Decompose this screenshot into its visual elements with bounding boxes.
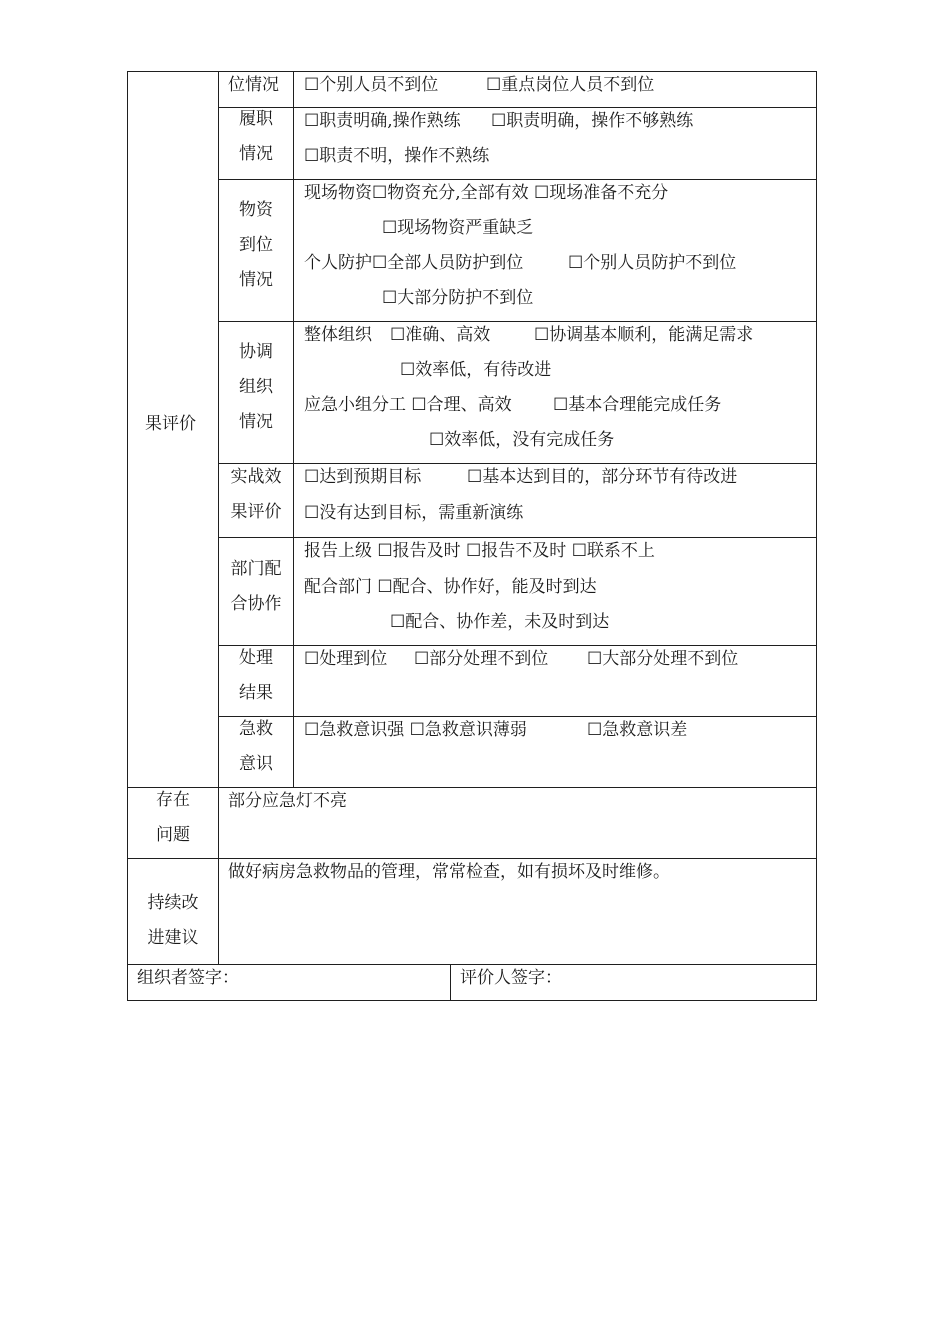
checkbox-option[interactable]: ☐急救意识差	[587, 720, 688, 740]
row-divider	[127, 858, 817, 859]
checkbox-option[interactable]: ☐基本达到目的，部分环节有待改进	[467, 467, 738, 487]
row-divider	[218, 107, 817, 108]
checkbox-option[interactable]: ☐准确、高效	[390, 325, 491, 345]
row-label: 处理 结果	[239, 648, 273, 703]
checkbox-option[interactable]: ☐职责不明，操作不熟练	[304, 146, 490, 166]
suggestions-label: 持续改 进建议	[147, 893, 199, 948]
checkbox-option[interactable]: ☐部分处理不到位	[414, 649, 549, 669]
row-divider	[218, 321, 817, 322]
checkbox-option[interactable]: ☐急救意识强 ☐急救意识薄弱	[304, 720, 527, 740]
checkbox-option[interactable]: ☐效率低，没有完成任务	[429, 430, 615, 450]
row-label: 物资 到位 情况	[239, 200, 273, 290]
row-label: 实战效 果评价	[230, 467, 282, 522]
table-right-border	[816, 71, 817, 1001]
checkbox-option[interactable]: ☐大部分防护不到位	[382, 288, 534, 308]
row-divider	[218, 537, 817, 538]
option-group-label: 整体组织	[304, 325, 372, 345]
checkbox-option[interactable]: ☐重点岗位人员不到位	[486, 75, 655, 95]
row-divider	[127, 964, 817, 965]
row-label: 位情况	[228, 75, 279, 95]
organizer-signature-label: 组织者签字：	[137, 968, 239, 988]
checkbox-option[interactable]: ☐没有达到目标，需重新演练	[304, 503, 524, 523]
row-label: 履职 情况	[239, 109, 273, 164]
checkbox-option[interactable]: ☐基本合理能完成任务	[553, 395, 722, 415]
column-divider	[293, 71, 294, 788]
checkbox-option[interactable]: ☐大部分处理不到位	[587, 649, 739, 669]
checkbox-option[interactable]: 报告上级 ☐报告及时 ☐报告不及时 ☐联系不上	[304, 541, 655, 561]
row-divider	[218, 463, 817, 464]
checkbox-option[interactable]: ☐职责明确,操作熟练	[304, 111, 461, 131]
checkbox-option[interactable]: 个人防护☐全部人员防护到位	[304, 253, 524, 273]
checkbox-option[interactable]: ☐协调基本顺利，能满足需求	[534, 325, 754, 345]
row-divider	[218, 645, 817, 646]
checkbox-option[interactable]: ☐职责明确，操作不够熟练	[491, 111, 694, 131]
row-label: 部门配 合协作	[230, 559, 282, 614]
row-divider	[127, 787, 817, 788]
row-label: 协调 组织 情况	[239, 342, 273, 432]
checkbox-option[interactable]: ☐个别人员不到位	[304, 75, 439, 95]
row-label: 急救 意识	[239, 719, 273, 774]
section-label: 果评价	[145, 414, 196, 434]
checkbox-option[interactable]: ☐达到预期目标	[304, 467, 422, 487]
checkbox-option[interactable]: 配合部门 ☐配合、协作好，能及时到达	[304, 577, 597, 597]
issues-label: 存在 问题	[156, 790, 190, 845]
checkbox-option[interactable]: 应急小组分工 ☐合理、高效	[304, 395, 512, 415]
checkbox-option[interactable]: ☐个别人员防护不到位	[568, 253, 737, 273]
checkbox-option[interactable]: ☐现场物资严重缺乏	[382, 218, 534, 238]
checkbox-option[interactable]: ☐配合、协作差，未及时到达	[390, 612, 610, 632]
signature-divider	[450, 964, 451, 1001]
row-divider	[218, 716, 817, 717]
suggestions-content: 做好病房急救物品的管理，常常检查，如有损坏及时维修。	[228, 862, 670, 882]
checkbox-option[interactable]: 现场物资☐物资充分,全部有效 ☐现场准备不充分	[304, 183, 669, 203]
table-top-border	[127, 71, 817, 72]
evaluator-signature-label: 评价人签字：	[460, 968, 562, 988]
table-left-border	[127, 71, 128, 1001]
row-divider	[218, 179, 817, 180]
table-bottom-border	[127, 1000, 817, 1001]
issues-content: 部分应急灯不亮	[228, 791, 347, 811]
checkbox-option[interactable]: ☐处理到位	[304, 649, 388, 669]
checkbox-option[interactable]: ☐效率低，有待改进	[400, 360, 552, 380]
